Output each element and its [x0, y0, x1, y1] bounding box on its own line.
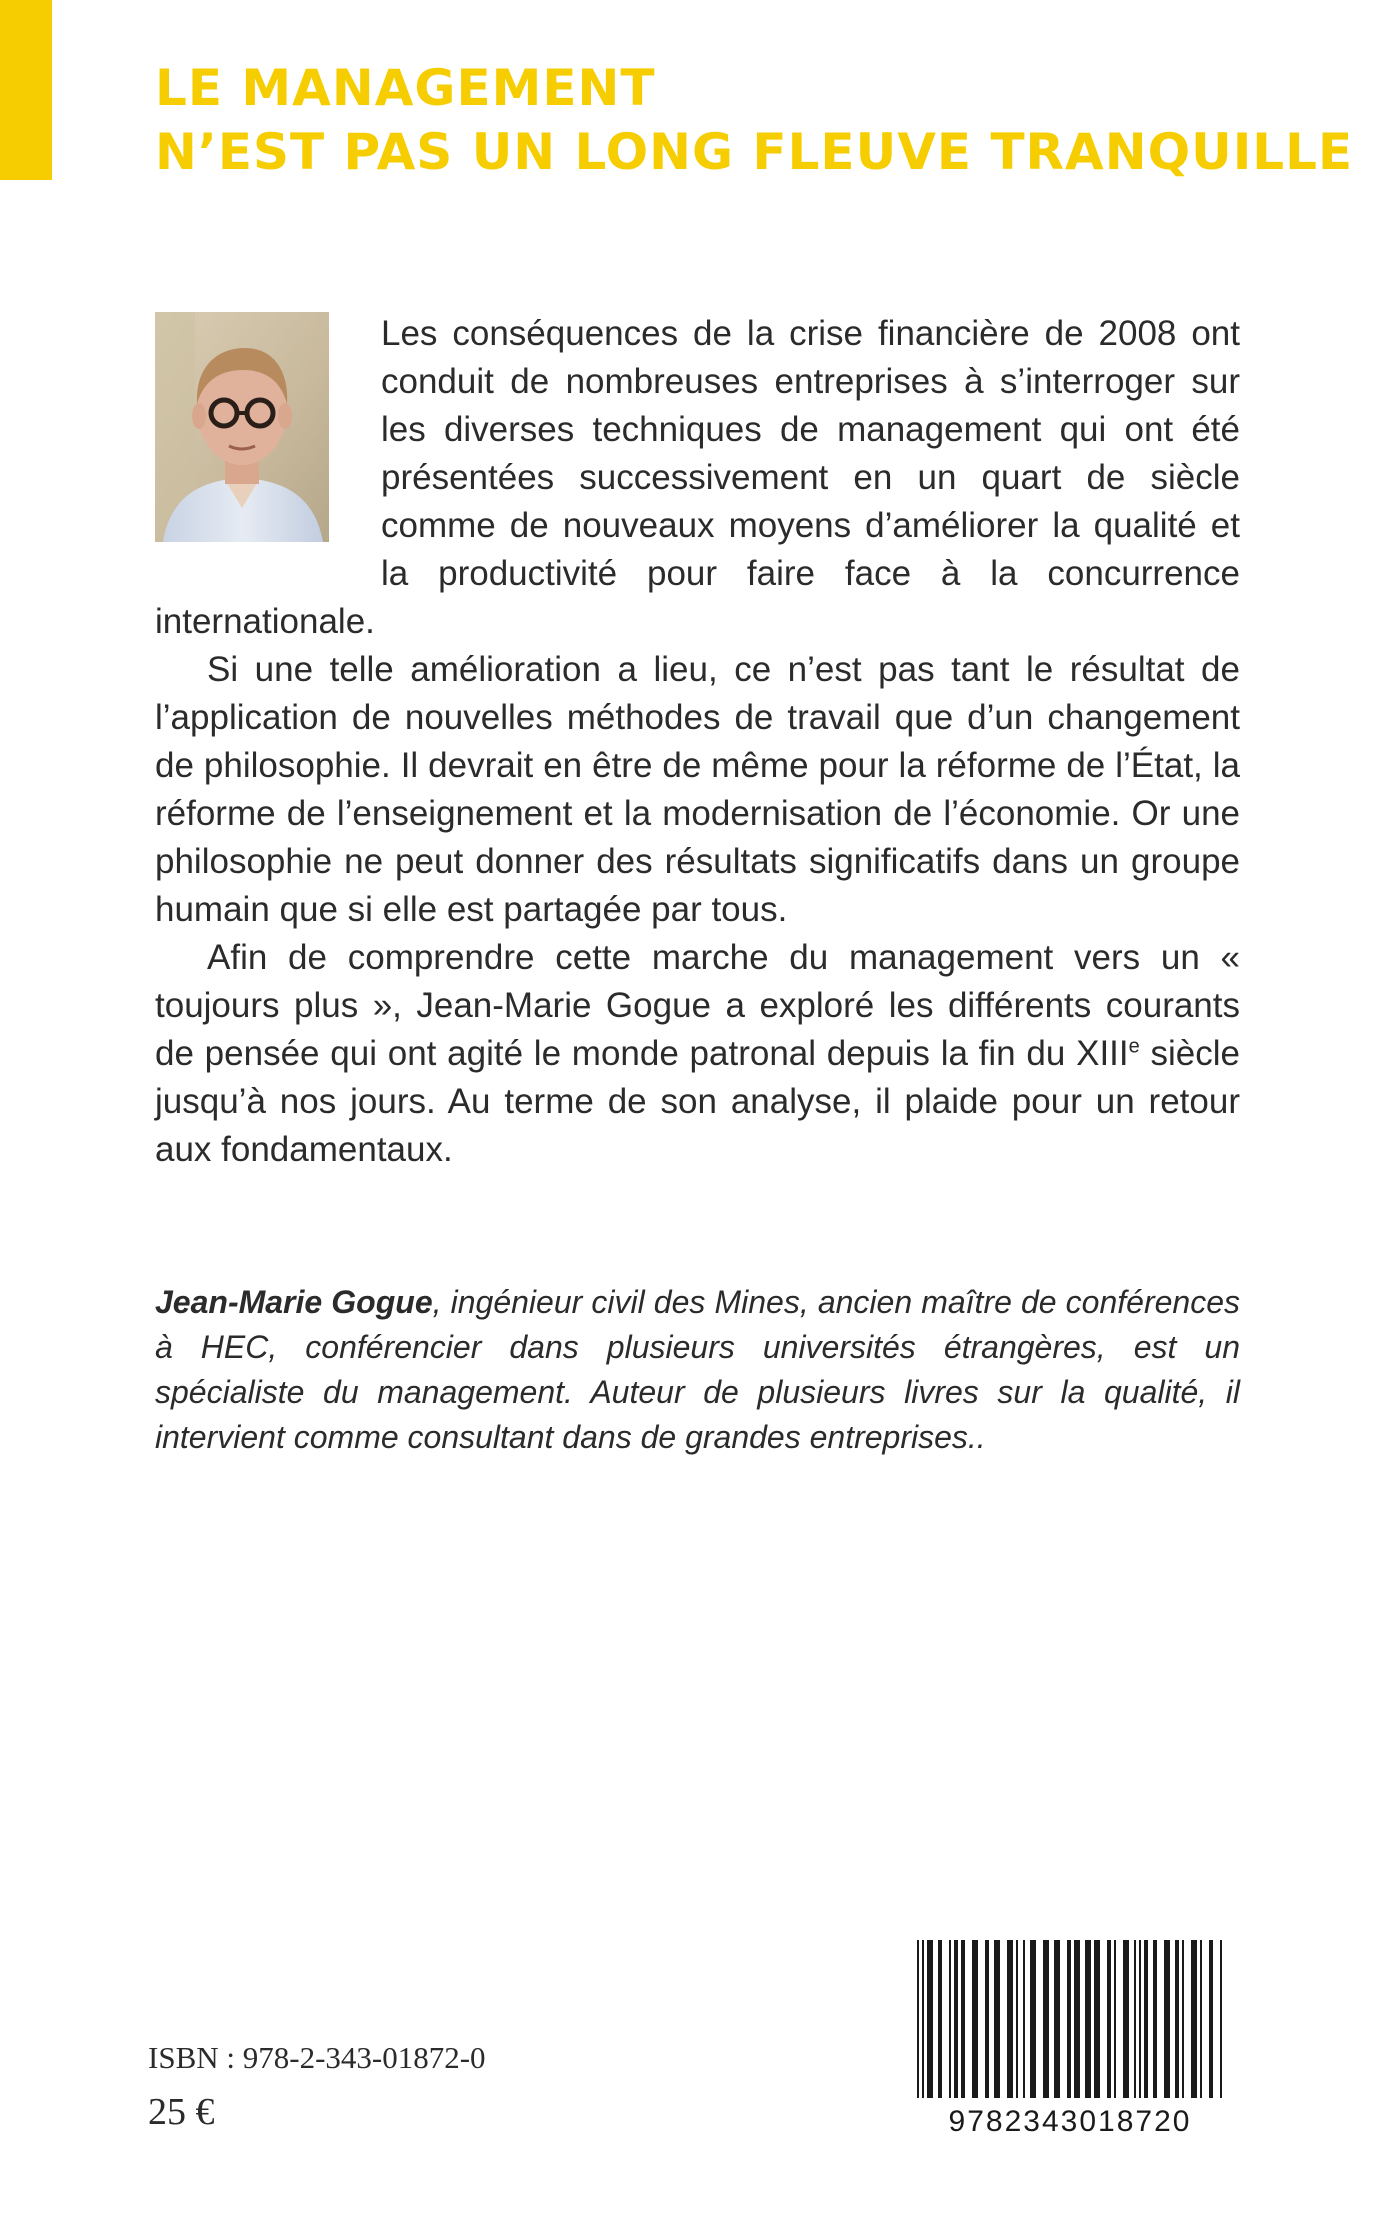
- barcode-bar: [954, 1940, 958, 2098]
- barcode-bar: [1209, 1940, 1213, 2098]
- title-line-1: LE MANAGEMENT: [155, 59, 656, 117]
- barcode-bar: [1153, 1940, 1157, 2098]
- author-photo: [155, 312, 329, 542]
- barcode-bar: [1191, 1940, 1197, 2098]
- barcode-bar: [1074, 1940, 1080, 2098]
- isbn-label: ISBN : 978-2-343-01872-0: [148, 2040, 486, 2075]
- barcode-bar: [938, 1940, 942, 2098]
- barcode-bar: [1043, 1940, 1049, 2098]
- barcode-bar: [1107, 1940, 1111, 2098]
- author-name: Jean-Marie Gogue: [155, 1284, 433, 1320]
- barcode-bar: [1094, 1940, 1100, 2098]
- barcode-bar: [972, 1940, 978, 2098]
- barcode-bar: [1054, 1940, 1060, 2098]
- author-bio: [155, 1280, 1240, 1460]
- barcode-bar: [1007, 1940, 1013, 2098]
- summary-paragraph-2: Si une telle amélioration a lieu, ce n’est pas tant le résultat de l’application de nouvelles méthodes de travail que d’un changement de philosophie. Il devrait en être de même pour la réforme de l’État, la réforme de l’enseignement et la modernisation de l’économie. Or une philosophie ne peut donner des résultats significatifs dans un groupe humain que si elle est partagée par tous.: [155, 650, 1240, 929]
- summary-paragraph-3: [155, 934, 1240, 1174]
- barcode-number: 9782343018720: [948, 2105, 1192, 2138]
- barcode-bar: [1067, 1940, 1071, 2098]
- barcode-bar: [1182, 1940, 1184, 2098]
- book-title: [155, 56, 1354, 184]
- barcode-bar: [1023, 1940, 1025, 2098]
- barcode-bar: [1200, 1940, 1202, 2098]
- barcode-bar: [1134, 1940, 1136, 2098]
- barcode-bar: [994, 1940, 1000, 2098]
- summary-paragraph-3-end: siècle jusqu’à nos jours. Au terme de son analyse, il plaide pour un retour aux fondamentaux.: [155, 1034, 1240, 1169]
- barcode-bar: [1016, 1940, 1018, 2098]
- barcode-bar: [1085, 1940, 1091, 2098]
- yellow-accent-bar: [0, 0, 52, 180]
- barcode-bar: [1030, 1940, 1036, 2098]
- barcode-bar: [1164, 1940, 1170, 2098]
- barcode-bar: [1114, 1940, 1116, 2098]
- barcode-bar: [985, 1940, 989, 2098]
- century-superscript: e: [1128, 1035, 1140, 1058]
- barcode: [905, 1938, 1235, 2138]
- barcode-bar: [1175, 1940, 1179, 2098]
- barcode-bar: [1144, 1940, 1148, 2098]
- barcode-bar: [961, 1940, 965, 2098]
- barcode-bar: [1139, 1940, 1141, 2098]
- barcode-bar: [1220, 1940, 1222, 2098]
- barcode-bar: [922, 1940, 924, 2098]
- title-line-2: N’EST PAS UN LONG FLEUVE TRANQUILLE: [155, 123, 1354, 181]
- barcode-bar: [927, 1940, 933, 2098]
- barcode-bar: [917, 1940, 919, 2098]
- summary-text: [155, 310, 1240, 1174]
- summary-paragraph-3-start: Afin de comprendre cette marche du management vers un « toujours plus », Jean-Marie Gogue a exploré les différents courants de pensée qui ont agité le monde patronal depuis la fin du XIII: [155, 938, 1240, 1073]
- barcode-bar: [949, 1940, 951, 2098]
- author-bio-text: , ingénieur civil des Mines, ancien maître de conférences à HEC, conférencier dans plusieurs universités étrangères, est un spécialiste du management. Auteur de plusieurs livres sur la qualité, il intervient comme consultant dans de grandes entreprises..: [155, 1284, 1241, 1455]
- summary-paragraph-1: Les conséquences de la crise financière de 2008 ont conduit de nombreuses entreprises à s’interroger sur les diverses techniques de management qui ont été présentées successivement en un quart de siècle comme de nouveaux moyens d’améliorer la qualité et la productivité pour faire face à la concurrence internationale.: [155, 314, 1240, 641]
- barcode-bar: [1123, 1940, 1129, 2098]
- price-label: 25 €: [148, 2091, 215, 2133]
